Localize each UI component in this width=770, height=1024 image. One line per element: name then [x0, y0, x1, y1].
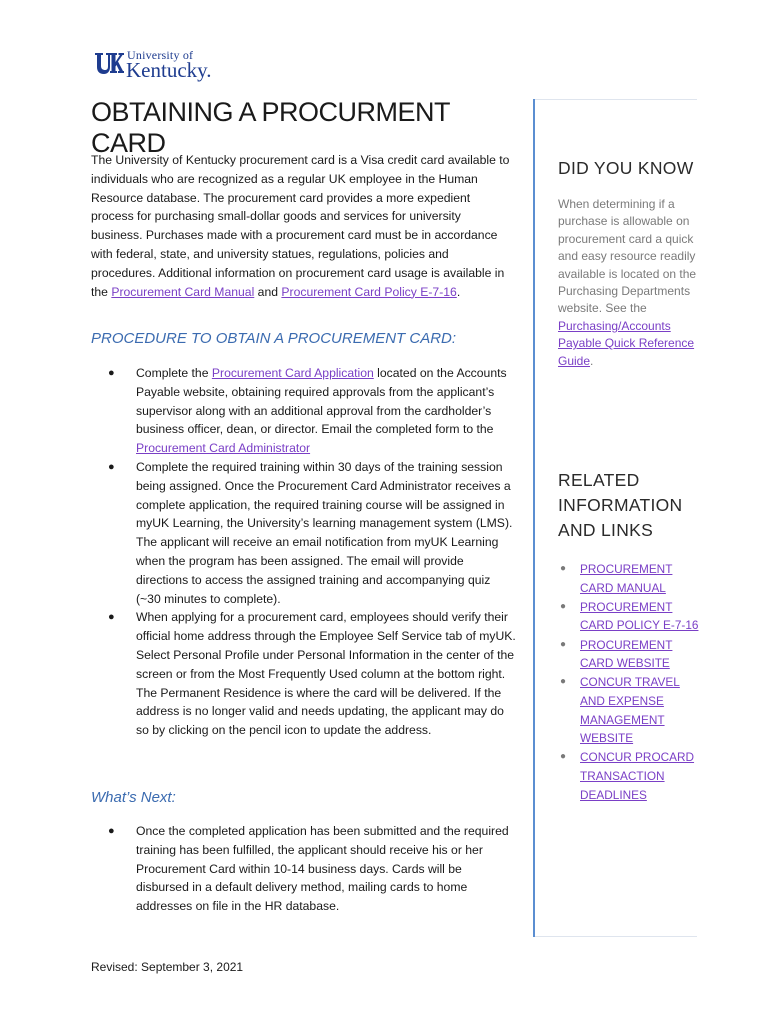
did-you-know-heading: DID YOU KNOW: [558, 158, 694, 178]
sidebar-top-border: [535, 99, 697, 100]
related-link-card-manual[interactable]: PROCUREMENT CARD MANUAL: [580, 562, 673, 595]
logo-line-kentucky: Kentucky.: [126, 58, 212, 82]
intro-end: .: [456, 284, 461, 299]
procurement-card-policy-link[interactable]: Procurement Card Policy E-7-16: [281, 284, 457, 299]
intro-text: The University of Kentucky procurement card is a Visa credit card available to individuals who are recognized as a regular UK employee in the Human Resource database. The procurement card provides a more expedient process for purchasing small-dollar goods and services for university business. Purchases made with a procurement card must be in accordance with federal, state, and university statues, regulations, policies and procedures. Additional information on procurement card usage is available in the: [91, 153, 510, 299]
related-link-concur-travel[interactable]: CONCUR TRAVEL AND EXPENSE MANAGEMENT WEBSITE: [580, 675, 680, 746]
bullet-icon: ●: [560, 600, 567, 612]
bullet2-text: Complete the required training within 30 days of the training session being assigned. Once the Procurement Card Administrator receives a complete application, the required training course will be assigned in myUK Learning, the University’s learning management system (LMS). The applicant will receive an email notification from myUK Learning when the program has been assigned. The email will provide directions to access the assigned training and accompanying quiz (~30 minutes to complete).: [136, 459, 513, 606]
university-logo: [94, 48, 224, 84]
list-item: [560, 598, 700, 635]
bullet3-text: When applying for a procurement card, employees should verify their official home address through the Employee Self Service tab of myUK. Select Personal Profile under Personal Information in the center of the screen or from the Most Frequently Used column at the bottom right. The Permanent Residence is where the card will be delivered. If the address is no longer valid and needs updating, the applicant may do so by clicking on the pencil icon to update the address.: [136, 610, 516, 738]
related-info-heading: RELATED INFORMATION AND LINKS: [558, 470, 683, 540]
whats-next-heading: What’s Next:: [91, 789, 176, 806]
procurement-card-administrator-link[interactable]: Procurement Card Administrator: [136, 441, 311, 456]
whats-next-list: [108, 822, 516, 916]
quick-reference-guide-link[interactable]: Purchasing/Accounts Payable Quick Reference Guide: [558, 318, 695, 368]
bullet-icon: ●: [108, 611, 115, 624]
procedure-list: [108, 364, 516, 740]
did-you-know-end: .: [590, 353, 594, 368]
procurement-card-manual-link[interactable]: Procurement Card Manual: [111, 284, 255, 299]
sidebar-rule: [533, 99, 535, 937]
bullet-icon: ●: [108, 825, 115, 837]
related-links-list: [560, 560, 700, 805]
list-item: [108, 364, 516, 458]
bullet-icon: ●: [108, 367, 115, 379]
list-item: [560, 636, 700, 673]
list-item: [560, 673, 700, 747]
page-title: OBTAINING A PROCURMENT CARD: [91, 97, 450, 158]
bullet-icon: ●: [108, 460, 115, 473]
list-item: [108, 822, 516, 916]
bullet1-before: Complete the: [136, 366, 212, 380]
did-you-know-body: When determining if a purchase is allowable on procurement card a quick and easy resource readily available is located on the Purchasing Departments website. See the: [558, 197, 697, 316]
intro-and: and: [254, 284, 282, 299]
intro-paragraph: [91, 151, 513, 301]
related-link-card-website[interactable]: PROCUREMENT CARD WEBSITE: [580, 637, 673, 671]
sidebar-bottom-border: [535, 936, 697, 937]
list-item: [560, 748, 700, 804]
procurement-card-application-link[interactable]: Procurement Card Application: [211, 366, 374, 380]
bullet1-middle: located on the Accounts Payable website, obtaining required approvals from the applicant’s supervisor along with an additional approval from the cardholder’s business officer, dean, or director. Email the completed form to the: [136, 366, 507, 437]
logo-line-university-of: University of: [127, 48, 194, 62]
whats-next-text: Once the completed application has been submitted and the required training has been fulfilled, the applicant should receive his or her Procurement Card within 10-14 business days. Cards will be disbursed in a default delivery method, mailing cards to home addresses on file in the HR database.: [136, 824, 509, 914]
bullet-icon: ●: [560, 563, 567, 574]
list-item: [108, 608, 516, 740]
procedure-heading: PROCEDURE TO OBTAIN A PROCUREMENT CARD:: [91, 330, 457, 347]
related-link-concur-procard[interactable]: CONCUR PROCARD TRANSACTION DEADLINES: [580, 750, 695, 802]
did-you-know-text: [558, 196, 700, 370]
related-link-card-policy[interactable]: PROCUREMENT CARD POLICY E-7-16: [580, 599, 699, 633]
bullet-icon: ●: [560, 751, 567, 763]
bullet-icon: ●: [560, 676, 567, 688]
uk-logo-icon: [94, 50, 124, 80]
revised-date: Revised: September 3, 2021: [91, 960, 244, 974]
bullet-icon: ●: [560, 638, 567, 650]
list-item: [108, 458, 516, 608]
list-item: [560, 560, 700, 597]
